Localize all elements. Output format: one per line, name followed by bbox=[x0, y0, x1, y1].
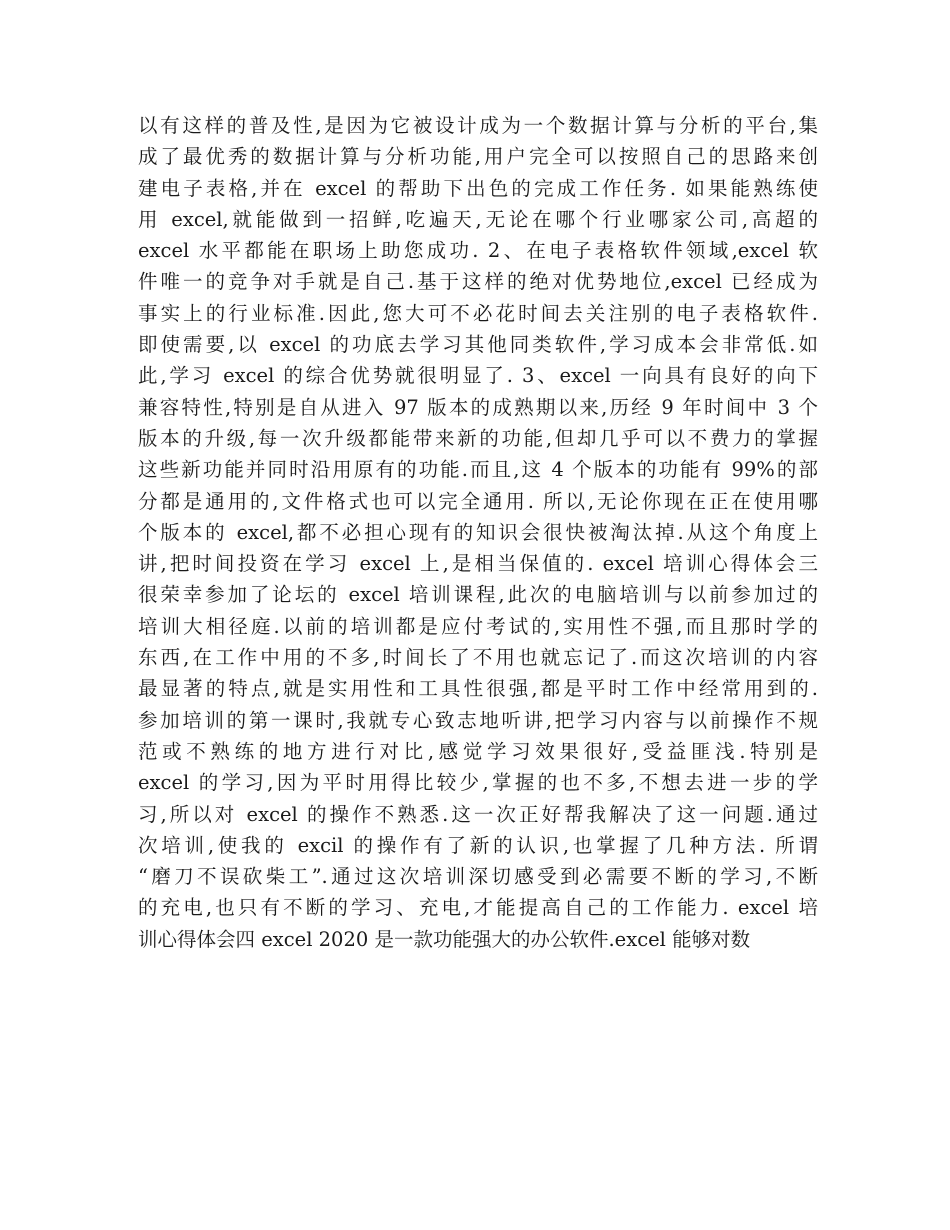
text-line: 很荣幸参加了论坛的 excel 培训课程,此次的电脑培训与以前参加过的 bbox=[138, 583, 818, 607]
text-line: 建电子表格,并在 excel 的帮助下出色的完成工作任务. 如果能熟练使 bbox=[138, 176, 818, 200]
text-line: 参加培训的第一课时,我就专心致志地听讲,把学习内容与以前操作不规 bbox=[138, 708, 818, 732]
text-line: 版本的升级,每一次升级都能带来新的功能,但却几乎可以不费力的掌握 bbox=[138, 426, 818, 450]
body-text bbox=[138, 110, 818, 955]
text-line: 讲,把时间投资在学习 excel 上,是相当保值的. excel 培训心得体会三 bbox=[138, 552, 818, 576]
text-line: 次培训,使我的 excil 的操作有了新的认识,也掌握了几种方法. 所谓 bbox=[138, 833, 818, 857]
text-line: 事实上的行业标准.因此,您大可不必花时间去关注别的电子表格软件. bbox=[138, 301, 818, 325]
text-line: 这些新功能并同时沿用原有的功能.而且,这 4 个版本的功能有 99%的部 bbox=[138, 458, 818, 482]
text-line: excel 的学习,因为平时用得比较少,掌握的也不多,不想去进一步的学 bbox=[138, 771, 818, 795]
text-line: 分都是通用的,文件格式也可以完全通用. 所以,无论你现在正在使用哪 bbox=[138, 489, 818, 513]
text-line: 即使需要,以 excel 的功底去学习其他同类软件,学习成本会非常低.如 bbox=[138, 333, 818, 357]
text-line: 此,学习 excel 的综合优势就很明显了. 3、excel 一向具有良好的向下 bbox=[138, 364, 818, 388]
text-line: 件唯一的竞争对手就是自己.基于这样的绝对优势地位,excel 已经成为 bbox=[138, 270, 818, 294]
text-line: 兼容特性,特别是自从进入 97 版本的成熟期以来,历经 9 年时间中 3 个 bbox=[138, 395, 818, 419]
text-line: 的充电,也只有不断的学习、充电,才能提高自己的工作能力. excel 培 bbox=[138, 896, 818, 920]
text-line: 范或不熟练的地方进行对比,感觉学习效果很好,受益匪浅.特别是 bbox=[138, 739, 818, 763]
text-line: 用 excel,就能做到一招鲜,吃遍天,无论在哪个行业哪家公司,高超的 bbox=[138, 207, 818, 231]
text-line: 成了最优秀的数据计算与分析功能,用户完全可以按照自己的思路来创 bbox=[138, 145, 818, 169]
text-line: 训心得体会四 excel 2020 是一款功能强大的办公软件.excel 能够对数 bbox=[138, 927, 751, 951]
text-line: 最显著的特点,就是实用性和工具性很强,都是平时工作中经常用到的. bbox=[138, 677, 818, 701]
text-line: 东西,在工作中用的不多,时间长了不用也就忘记了.而这次培训的内容 bbox=[138, 646, 818, 670]
text-line: excel 水平都能在职场上助您成功. 2、在电子表格软件领域,excel 软 bbox=[138, 239, 818, 263]
text-line: “磨刀不误砍柴工”.通过这次培训深切感受到必需要不断的学习,不断 bbox=[138, 865, 818, 889]
text-line: 习,所以对 excel 的操作不熟悉.这一次正好帮我解决了这一问题.通过 bbox=[138, 802, 818, 826]
text-line: 以有这样的普及性,是因为它被设计成为一个数据计算与分析的平台,集 bbox=[138, 114, 818, 137]
text-line: 个版本的 excel,都不必担心现有的知识会很快被淘汰掉.从这个角度上 bbox=[138, 520, 818, 544]
text-line: 培训大相径庭.以前的培训都是应付考试的,实用性不强,而且那时学的 bbox=[138, 614, 818, 638]
